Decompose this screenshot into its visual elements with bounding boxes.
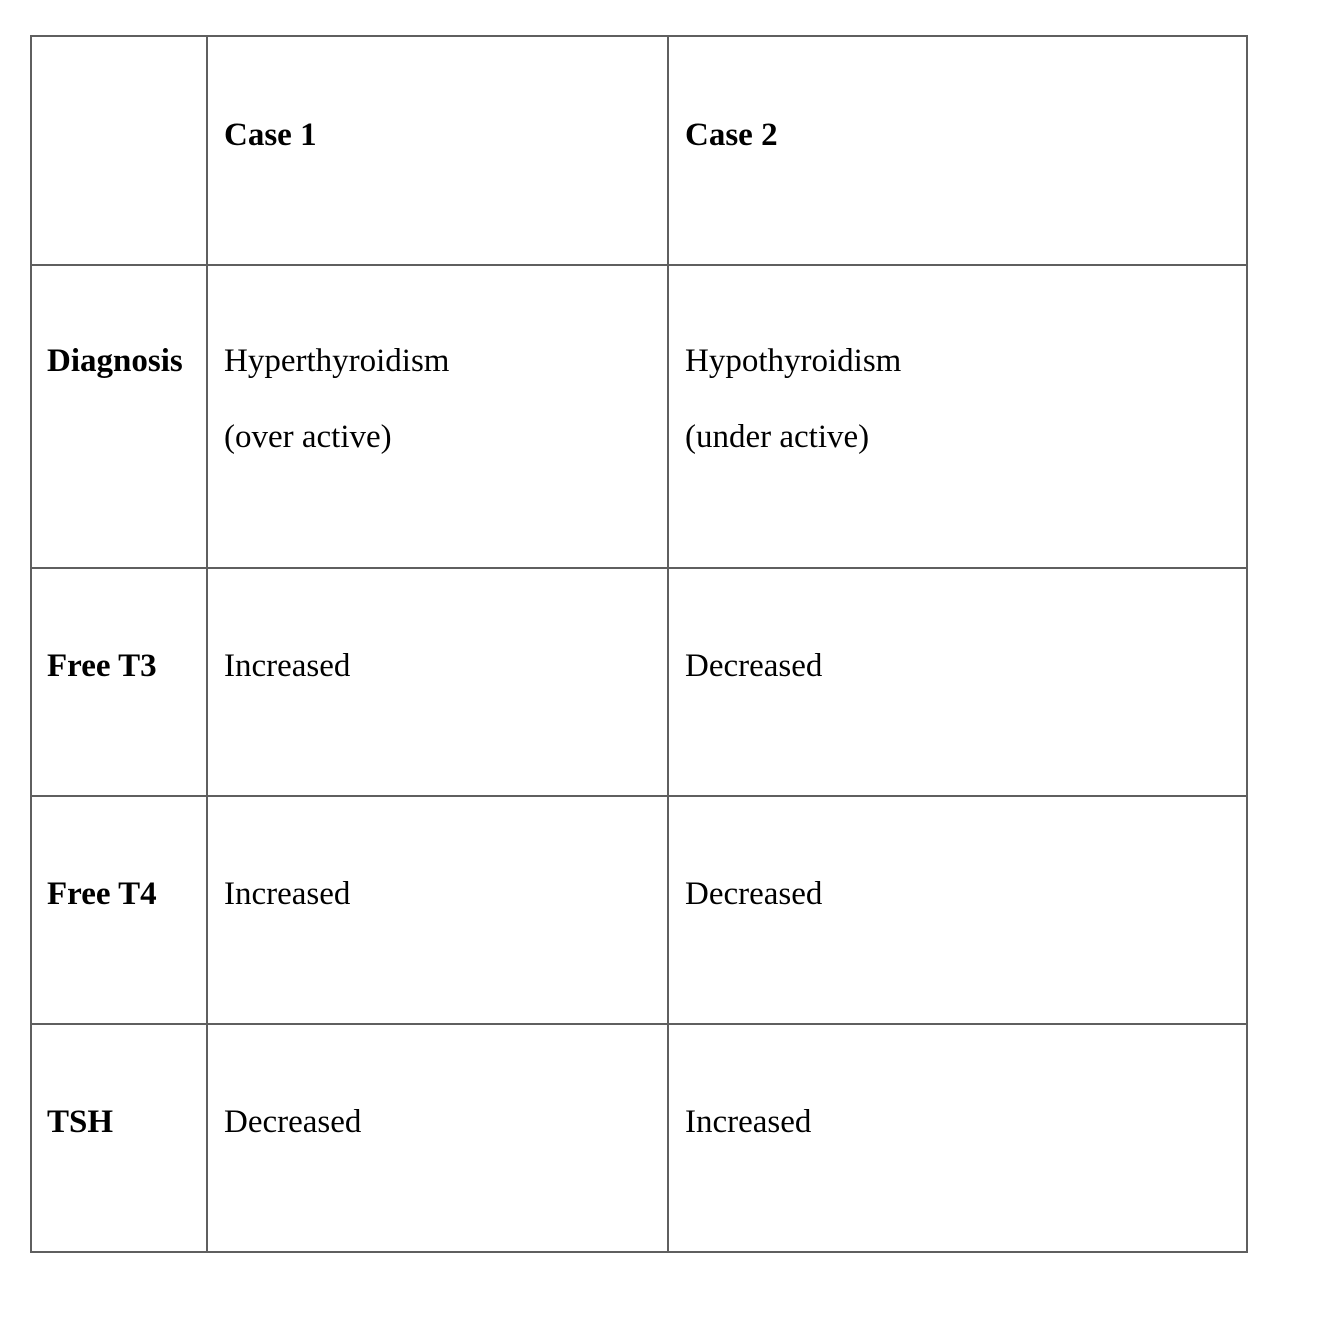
cell-text: (under active) — [685, 419, 870, 455]
thyroid-comparison-table — [30, 35, 1248, 1253]
cell-text: Hyperthyroidism — [224, 343, 450, 379]
cell-text: Hypothyroidism — [685, 343, 902, 379]
cell-free-t3-case-1: Increased — [207, 568, 668, 796]
cell-tsh-case-2: Increased — [668, 1024, 1247, 1252]
table-row-diagnosis — [31, 265, 1247, 568]
row-label-free-t4: Free T4 — [31, 796, 207, 1024]
cell-free-t3-case-2: Decreased — [668, 568, 1247, 796]
row-label-diagnosis: Diagnosis — [31, 265, 207, 568]
cell-diagnosis-case-1 — [207, 265, 668, 568]
cell-diagnosis-case-2 — [668, 265, 1247, 568]
table-row-free-t4 — [31, 796, 1247, 1024]
table-row-free-t3 — [31, 568, 1247, 796]
table-row-tsh — [31, 1024, 1247, 1252]
cell-free-t4-case-2: Decreased — [668, 796, 1247, 1024]
header-case-2: Case 2 — [668, 36, 1247, 265]
cell-tsh-case-1: Decreased — [207, 1024, 668, 1252]
corner-cell — [31, 36, 207, 265]
header-row — [31, 36, 1247, 265]
cell-text: (over active) — [224, 419, 392, 455]
row-label-tsh: TSH — [31, 1024, 207, 1252]
header-case-1: Case 1 — [207, 36, 668, 265]
row-label-free-t3: Free T3 — [31, 568, 207, 796]
cell-free-t4-case-1: Increased — [207, 796, 668, 1024]
